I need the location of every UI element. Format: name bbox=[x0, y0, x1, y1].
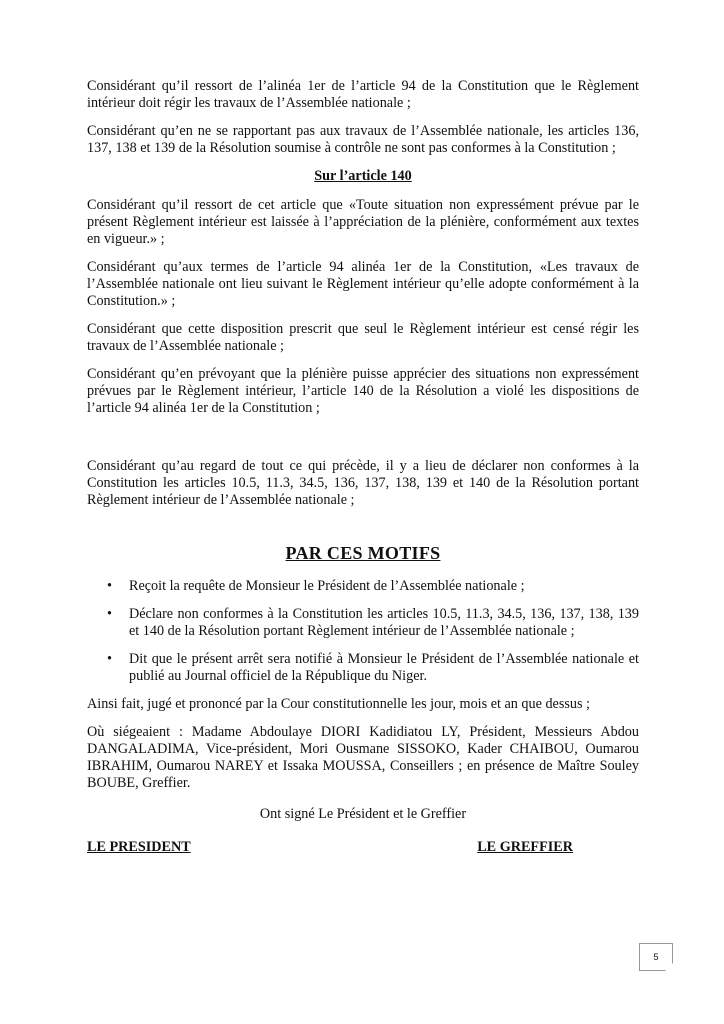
paragraph-7: Considérant qu’au regard de tout ce qui précède, il y a lieu de déclarer non conformes à la Constitution les articles 10.5, 11.3, 34.5, 136, 137, 138, 139 et 140 de la Résolution portant Règlement intérieur de l’Assemblée nationale ; bbox=[87, 458, 639, 508]
signature-block bbox=[87, 839, 639, 856]
section-heading-article-140: Sur l’article 140 bbox=[314, 168, 412, 184]
spacer bbox=[87, 428, 639, 458]
page-body bbox=[87, 78, 639, 856]
page-number: 5 bbox=[639, 943, 673, 971]
motifs-item: • Dit que le présent arrêt sera notifié à Monsieur le Président de l’Assemblée nationale et publié au Journal officiel de la République du Niger. bbox=[129, 651, 639, 685]
motifs-item: • Reçoit la requête de Monsieur le Président de l’Assemblée nationale ; bbox=[129, 578, 639, 595]
paragraph-5: Considérant que cette disposition prescrit que seul le Règlement intérieur est censé régir les travaux de l’Assemblée nationale ; bbox=[87, 321, 639, 354]
president-signature-label: LE PRESIDENT bbox=[87, 839, 191, 855]
paragraph-2: Considérant qu’en ne se rapportant pas aux travaux de l’Assemblée nationale, les articles 136, 137, 138 et 139 de la Résolution soumise à contrôle ne sont pas conformes à la Constitution ; bbox=[87, 123, 639, 156]
motifs-list bbox=[87, 578, 639, 685]
paragraph-3: Considérant qu’il ressort de cet article que «Toute situation non expressément prévue par le présent Règlement intérieur est laissée à l’appréciation de la plénière, conformément aux textes en vigueur.» ; bbox=[87, 197, 639, 247]
judged-statement: Ainsi fait, jugé et prononcé par la Cour constitutionnelle les jour, mois et an que dessus ; bbox=[87, 696, 590, 712]
paragraph-4: Considérant qu’aux termes de l’article 94 alinéa 1er de la Constitution, «Les travaux de l’Assemblée nationale ont lieu suivant le Règlement intérieur qu’elle adopte conformément à la Constitution.» ; bbox=[87, 259, 639, 309]
greffier-signature-label: LE GREFFIER bbox=[477, 839, 573, 855]
signed-statement: Ont signé Le Président et le Greffier bbox=[259, 806, 467, 822]
members-statement: Où siégeaient : Madame Abdoulaye DIORI Kadidiatou LY, Président, Messieurs Abdou DANGALADIMA, Vice-président, Mori Ousmane SISSOKO, Kader CHAIBOU, Oumarou IBRAHIM, Oumarou NAREY et Issaka MOUSSA, Conseillers ; en présence de Maître Souley BOUBE, Greffier. bbox=[87, 724, 639, 791]
paragraph-6: Considérant qu’en prévoyant que la plénière puisse apprécier des situations non expressément prévues par le Règlement intérieur, l’article 140 de la Résolution a violé les dispositions de l’article 94 alinéa 1er de la Constitution ; bbox=[87, 366, 639, 416]
motifs-title: PAR CES MOTIFS bbox=[285, 543, 441, 563]
paragraph-1: Considérant qu’il ressort de l’alinéa 1er de l’article 94 de la Constitution que le Règlement intérieur doit régir les travaux de l’Assemblée nationale ; bbox=[87, 78, 639, 111]
motifs-item: • Déclare non conformes à la Constitution les articles 10.5, 11.3, 34.5, 136, 137, 138, 139 et 140 de la Résolution portant Règlement intérieur de l’Assemblée nationale ; bbox=[129, 606, 639, 640]
